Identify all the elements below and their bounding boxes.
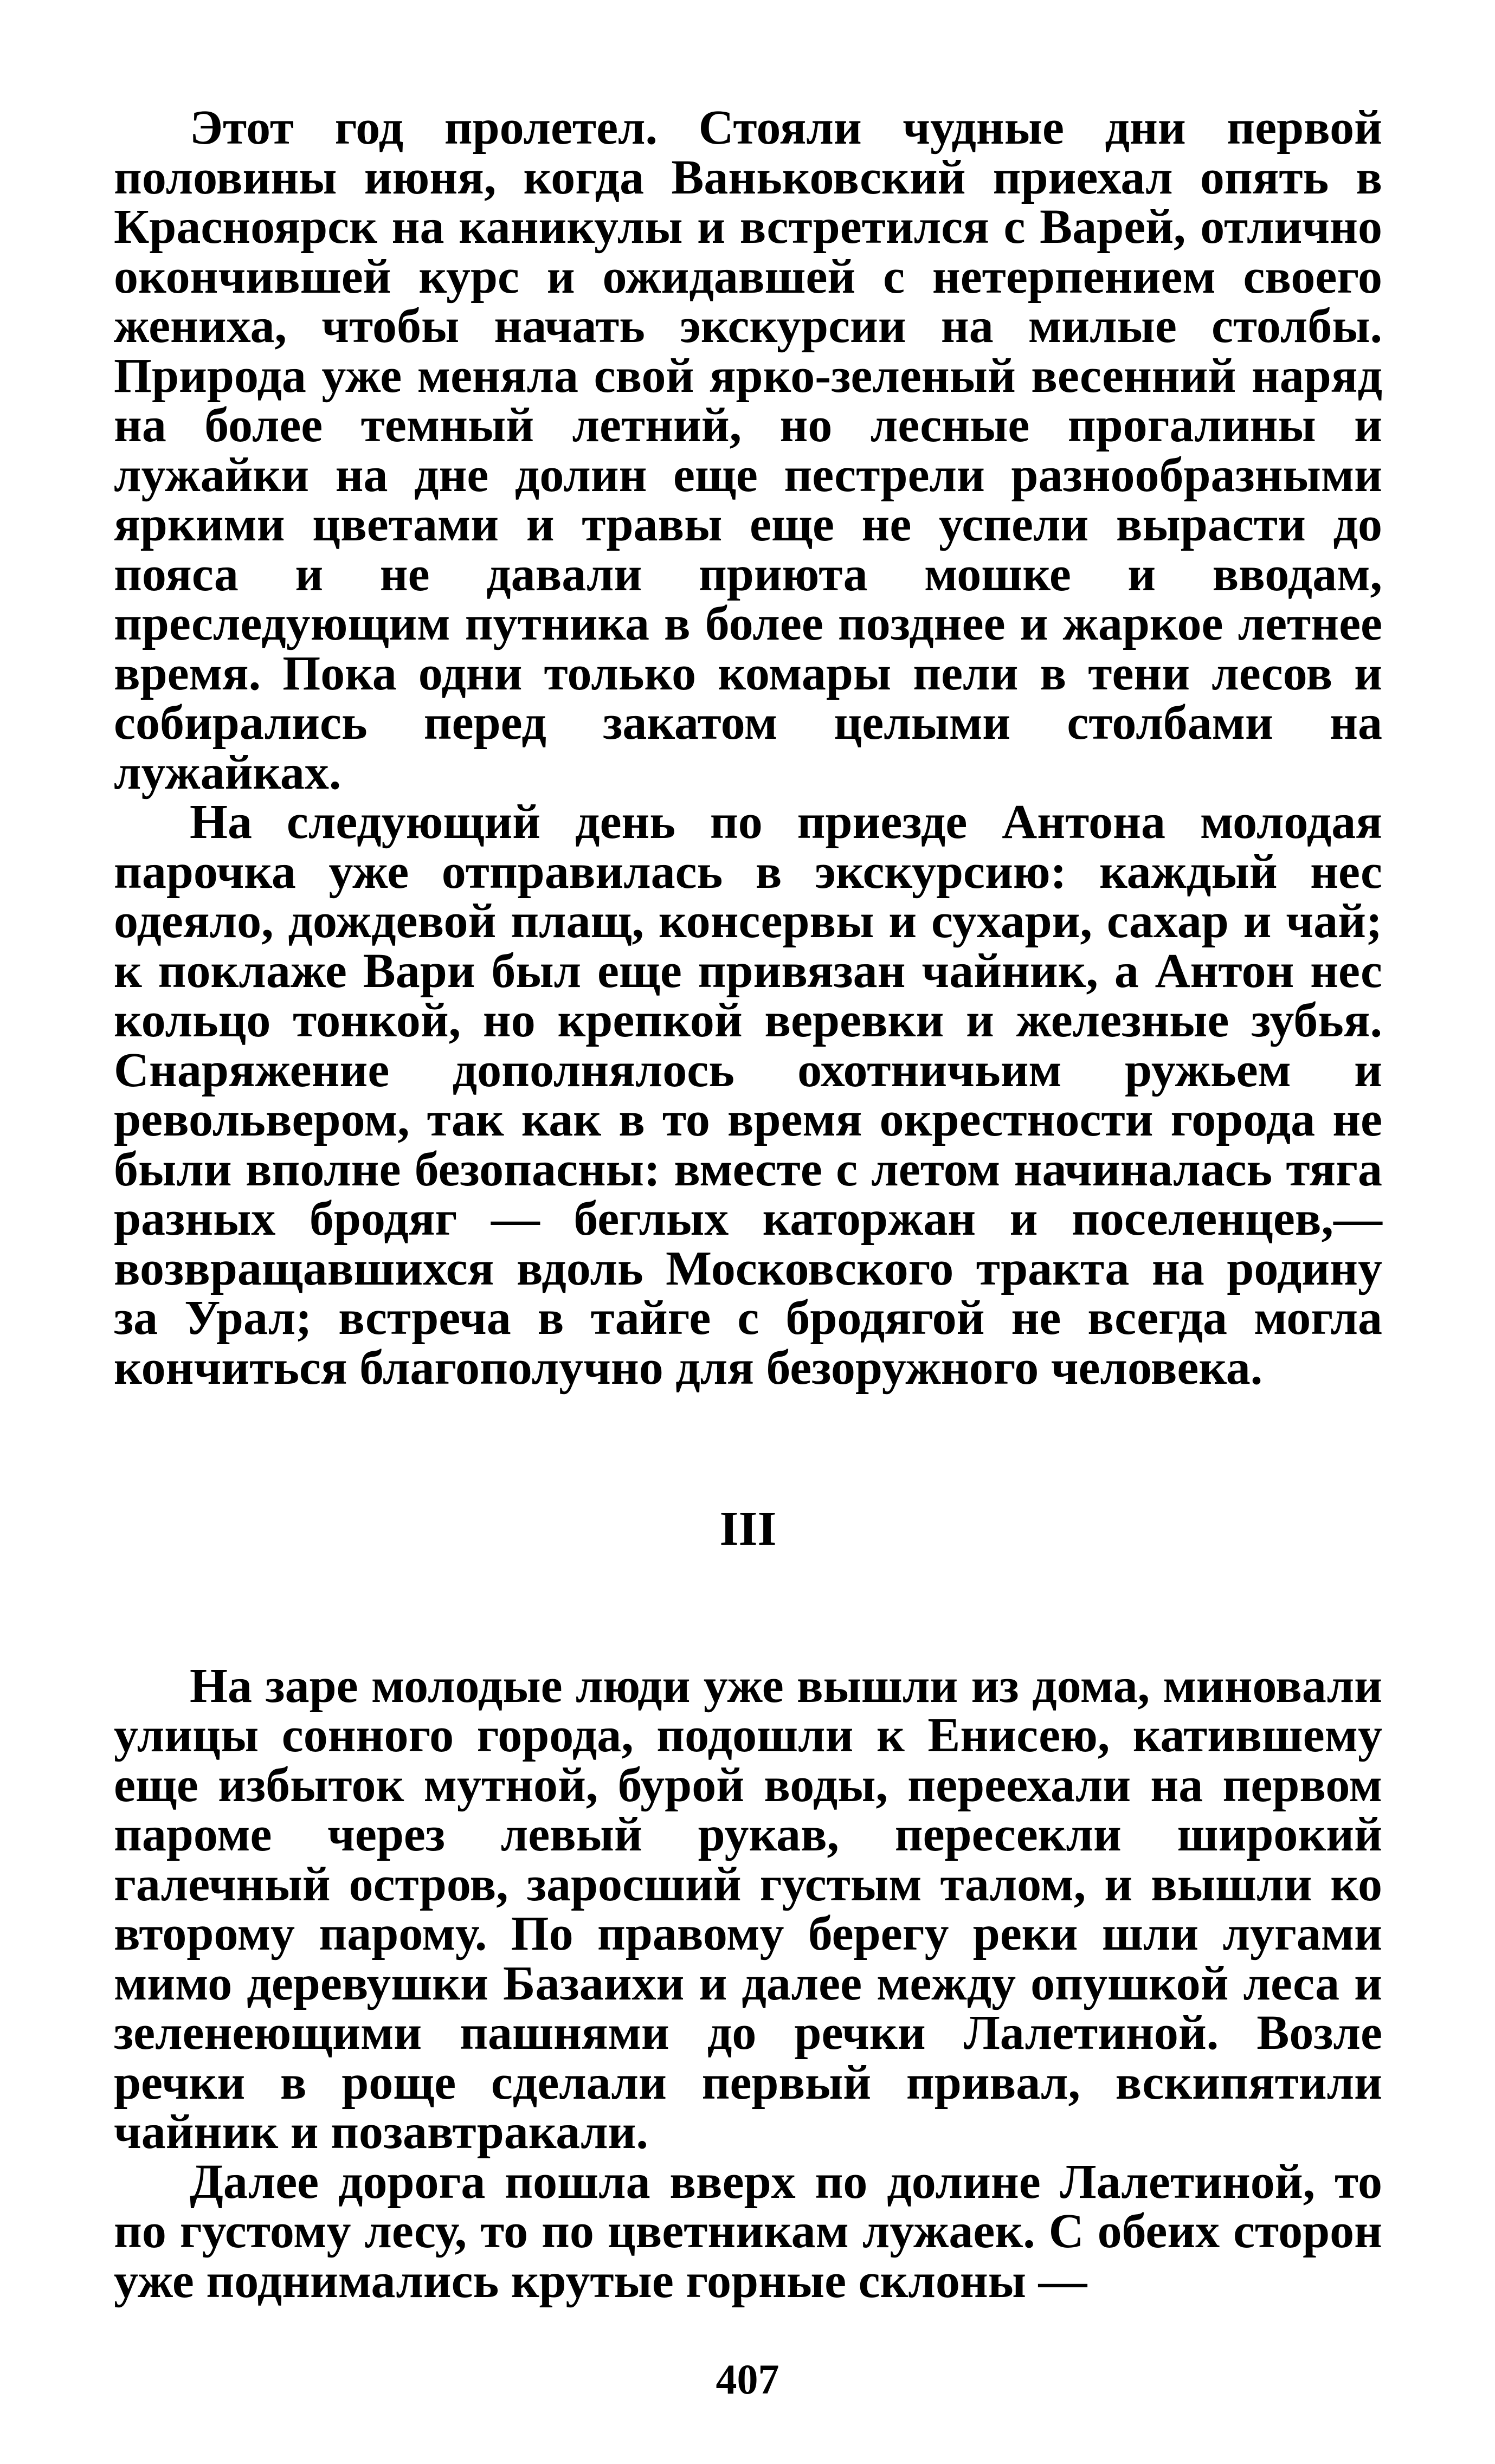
- section-heading: III: [719, 1502, 777, 1556]
- paragraph-1: Этот год пролетел. Стояли чудные дни первой половины июня, когда Ваньковский приехал опять в Красноярск на каникулы и встретился с Варей, отлично окончившей курс и ожидавшей с нетерпением своего жениха, чтобы начать экскурсии на милые столбы. Природа уже меняла свой ярко-зеленый весенний наряд на более темный летний, но лесные прогалины и лужайки на дне долин еще пестрели разнообразными яркими цветами и травы еще не успели вырасти до пояса и не давали приюта мошке и вводам, преследующим путника в более позднее и жаркое летнее время. Пока одни только комары пели в тени лесов и собирались перед закатом целыми столбами на лужайках.: [114, 101, 1382, 799]
- paragraph-4: Далее дорога пошла вверх по долине Лалетиной, то по густому лесу, то по цветникам лужаек. С обеих сторон уже поднимались крутые горные склоны —: [114, 2155, 1382, 2308]
- paragraph-2: На следующий день по приезде Антона молодая парочка уже отправилась в экскурсию: каждый нес одеяло, дождевой плащ, консервы и сухари, сахар и чай; к поклаже Вари был еще привязан чайник, а Антон нес кольцо тонкой, но крепкой веревки и железные зубья. Снаряжение дополнялось охотничьим ружьем и револьвером, так как в то время окрестности города не были вполне безопасны: вместе с летом начиналась тяга разных бродяг — беглых каторжан и поселенцев,— возвращавшихся вдоль Московского тракта на родину за Урал; встреча в тайге с бродягой не всегда могла кончиться благополучно для безоружного человека.: [114, 795, 1382, 1395]
- paragraph-3: На заре молодые люди уже вышли из дома, миновали улицы сонного города, подошли к Енисею, катившему еще избыток мутной, бурой воды, переехали на первом пароме через левый рукав, пересекли широкий галечный остров, заросший густым талом, и вышли ко второму парому. По правому берегу реки шли лугами мимо деревушки Базаихи и далее между опушкой леса и зеленеющими пашнями до речки Лалетиной. Возле речки в роще сделали первый привал, вскипятили чайник и позавтракали.: [114, 1659, 1382, 2159]
- page-number: 407: [716, 2356, 779, 2403]
- book-page: [114, 103, 1382, 2306]
